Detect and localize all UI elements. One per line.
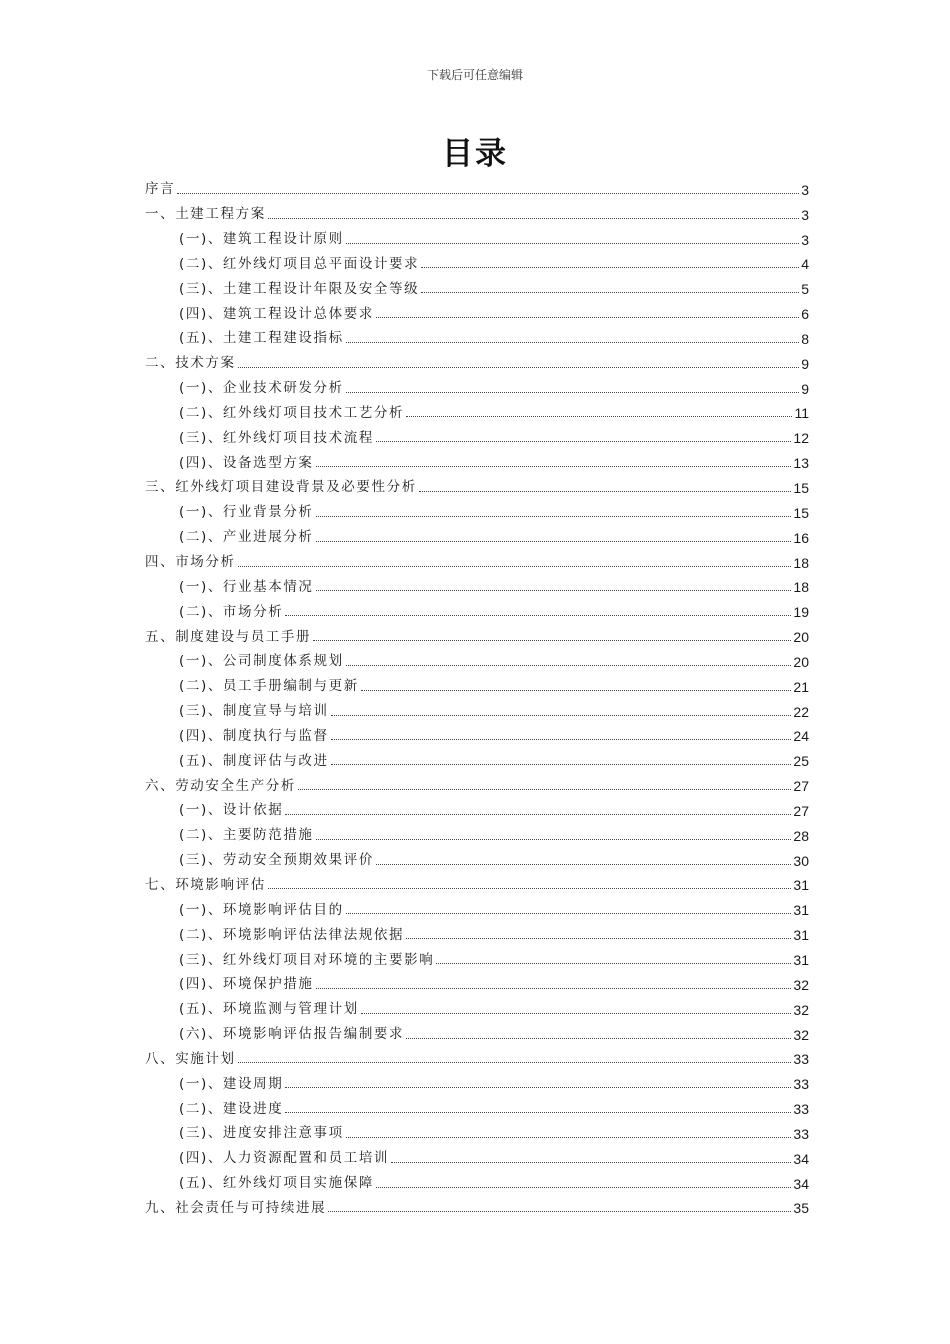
toc-entry-subsection[interactable] bbox=[145, 523, 809, 548]
toc-entry-subsection[interactable] bbox=[145, 895, 809, 920]
dot-leader bbox=[391, 1162, 791, 1163]
dot-leader bbox=[268, 888, 792, 889]
dot-leader bbox=[316, 590, 792, 591]
dot-leader bbox=[331, 764, 792, 765]
toc-entry-section[interactable] bbox=[145, 473, 809, 498]
toc-entry-page-number: 33 bbox=[793, 1101, 809, 1118]
toc-entry-page-number: 27 bbox=[793, 778, 809, 795]
toc-entry-subsection[interactable] bbox=[145, 796, 809, 821]
toc-entry-subsection[interactable] bbox=[145, 995, 809, 1020]
toc-entry-subsection[interactable] bbox=[145, 274, 809, 299]
toc-entry-section[interactable] bbox=[145, 871, 809, 896]
toc-entry-page-number: 24 bbox=[793, 728, 809, 745]
toc-entry-subsection[interactable] bbox=[145, 1169, 809, 1194]
toc-entry-label: (五)、土建工程建设指标 bbox=[179, 330, 344, 347]
dot-leader bbox=[177, 193, 799, 194]
toc-entry-subsection[interactable] bbox=[145, 697, 809, 722]
toc-entry-page-number: 31 bbox=[793, 877, 809, 894]
toc-entry-label: 序言 bbox=[145, 181, 176, 198]
toc-entry-section[interactable] bbox=[145, 1045, 809, 1070]
dot-leader bbox=[316, 466, 792, 467]
toc-entry-label: 九、社会责任与可持续进展 bbox=[145, 1199, 327, 1216]
dot-leader bbox=[346, 665, 792, 666]
table-of-contents bbox=[145, 175, 809, 1218]
toc-entry-subsection[interactable] bbox=[145, 573, 809, 598]
toc-entry-label: (二)、建设进度 bbox=[179, 1100, 284, 1117]
dot-leader bbox=[421, 292, 799, 293]
toc-entry-subsection[interactable] bbox=[145, 225, 809, 250]
toc-entry-label: (一)、行业背景分析 bbox=[179, 504, 314, 521]
toc-entry-label: (三)、红外线灯项目对环境的主要影响 bbox=[179, 951, 435, 968]
toc-entry-page-number: 3 bbox=[801, 206, 809, 223]
toc-entry-section[interactable] bbox=[145, 200, 809, 225]
dot-leader bbox=[376, 1187, 791, 1188]
dot-leader bbox=[421, 267, 799, 268]
toc-entry-label: (六)、环境影响评估报告编制要求 bbox=[179, 1026, 405, 1043]
toc-entry-page-number: 25 bbox=[793, 753, 809, 770]
toc-entry-subsection[interactable] bbox=[145, 846, 809, 871]
toc-entry-page-number: 34 bbox=[793, 1150, 809, 1167]
toc-entry-label: (三)、红外线灯项目技术流程 bbox=[179, 429, 374, 446]
toc-entry-page-number: 35 bbox=[793, 1200, 809, 1217]
toc-entry-subsection[interactable] bbox=[145, 399, 809, 424]
toc-entry-page-number: 28 bbox=[793, 827, 809, 844]
toc-entry-subsection[interactable] bbox=[145, 1144, 809, 1169]
toc-entry-label: (一)、建设周期 bbox=[179, 1075, 284, 1092]
toc-entry-page-number: 9 bbox=[801, 380, 809, 397]
toc-entry-label: (四)、人力资源配置和员工培训 bbox=[179, 1150, 390, 1167]
toc-entry-label: 二、技术方案 bbox=[145, 355, 236, 372]
toc-entry-page-number: 9 bbox=[801, 355, 809, 372]
toc-entry-page-number: 12 bbox=[793, 430, 809, 447]
toc-entry-page-number: 30 bbox=[793, 852, 809, 869]
toc-entry-label: 八、实施计划 bbox=[145, 1050, 236, 1067]
toc-entry-page-number: 15 bbox=[793, 504, 809, 521]
dot-leader bbox=[316, 839, 792, 840]
toc-entry-section[interactable] bbox=[145, 622, 809, 647]
toc-entry-subsection[interactable] bbox=[145, 920, 809, 945]
toc-entry-subsection[interactable] bbox=[145, 970, 809, 995]
dot-leader bbox=[285, 615, 791, 616]
toc-entry-subsection[interactable] bbox=[145, 423, 809, 448]
toc-entry-page-number: 27 bbox=[793, 802, 809, 819]
dot-leader bbox=[331, 715, 792, 716]
toc-entry-label: 七、环境影响评估 bbox=[145, 876, 266, 893]
toc-entry-section[interactable] bbox=[145, 349, 809, 374]
toc-entry-label: (二)、环境影响评估法律法规依据 bbox=[179, 926, 405, 943]
dot-leader bbox=[406, 938, 791, 939]
toc-entry-label: (三)、土建工程设计年限及安全等级 bbox=[179, 280, 420, 297]
page-header: 下载后可任意编辑 bbox=[426, 68, 523, 82]
dot-leader bbox=[285, 1087, 791, 1088]
toc-entry-page-number: 5 bbox=[801, 281, 809, 298]
toc-entry-page-number: 33 bbox=[793, 1051, 809, 1068]
toc-entry-page-number: 4 bbox=[801, 256, 809, 273]
dot-leader bbox=[361, 690, 792, 691]
dot-leader bbox=[285, 1112, 791, 1113]
toc-entry-page-number: 18 bbox=[793, 554, 809, 571]
dot-leader bbox=[238, 566, 792, 567]
dot-leader bbox=[238, 1062, 792, 1063]
dot-leader bbox=[238, 367, 800, 368]
toc-entry-label: 六、劳动安全生产分析 bbox=[145, 777, 296, 794]
toc-entry-subsection[interactable] bbox=[145, 597, 809, 622]
toc-entry-page-number: 34 bbox=[793, 1175, 809, 1192]
toc-entry-section[interactable] bbox=[145, 1194, 809, 1219]
dot-leader bbox=[406, 1038, 791, 1039]
toc-entry-label: 三、红外线灯项目建设背景及必要性分析 bbox=[145, 479, 417, 496]
toc-entry-label: (一)、建筑工程设计原则 bbox=[179, 231, 344, 248]
dot-leader bbox=[328, 1211, 791, 1212]
dot-leader bbox=[316, 516, 792, 517]
toc-entry-page-number: 31 bbox=[793, 902, 809, 919]
toc-entry-subsection[interactable] bbox=[145, 374, 809, 399]
dot-leader bbox=[361, 1013, 792, 1014]
dot-leader bbox=[298, 789, 791, 790]
toc-entry-subsection[interactable] bbox=[145, 1119, 809, 1144]
dot-leader bbox=[376, 864, 791, 865]
toc-entry-label: (三)、劳动安全预期效果评价 bbox=[179, 852, 374, 869]
toc-entry-label: (一)、公司制度体系规划 bbox=[179, 653, 344, 670]
toc-entry-subsection[interactable] bbox=[145, 945, 809, 970]
toc-entry-section[interactable] bbox=[145, 175, 809, 200]
toc-entry-page-number: 31 bbox=[793, 952, 809, 968]
dot-leader bbox=[376, 441, 791, 442]
toc-entry-label: (二)、红外线灯项目技术工艺分析 bbox=[179, 404, 405, 421]
toc-entry-subsection[interactable] bbox=[145, 1069, 809, 1094]
toc-entry-label: (一)、环境影响评估目的 bbox=[179, 901, 344, 918]
toc-entry-page-number: 8 bbox=[801, 330, 809, 347]
toc-entry-label: 五、制度建设与员工手册 bbox=[145, 628, 312, 645]
toc-entry-page-number: 33 bbox=[793, 1076, 809, 1093]
toc-entry-page-number: 6 bbox=[801, 306, 809, 323]
toc-entry-label: (二)、市场分析 bbox=[179, 603, 284, 620]
toc-entry-subsection[interactable] bbox=[145, 250, 809, 275]
toc-entry-page-number: 32 bbox=[793, 976, 809, 993]
dot-leader bbox=[346, 342, 799, 343]
toc-entry-page-number: 20 bbox=[793, 653, 809, 670]
toc-entry-label: (一)、企业技术研发分析 bbox=[179, 380, 344, 397]
dot-leader bbox=[346, 913, 792, 914]
dot-leader bbox=[316, 541, 792, 542]
toc-entry-page-number: 33 bbox=[793, 1125, 809, 1142]
dot-leader bbox=[376, 317, 799, 318]
page-title: 目录 bbox=[442, 136, 508, 172]
toc-entry-label: 一、土建工程方案 bbox=[145, 206, 266, 223]
toc-entry-page-number: 32 bbox=[793, 1001, 809, 1018]
toc-entry-section[interactable] bbox=[145, 771, 809, 796]
toc-entry-subsection[interactable] bbox=[145, 722, 809, 747]
toc-entry-label: (三)、制度宣导与培训 bbox=[179, 703, 329, 720]
toc-entry-subsection[interactable] bbox=[145, 1020, 809, 1045]
dot-leader bbox=[331, 739, 792, 740]
dot-leader bbox=[346, 243, 799, 244]
toc-entry-page-number: 20 bbox=[793, 629, 809, 646]
toc-entry-label: (四)、制度执行与监督 bbox=[179, 727, 329, 744]
toc-entry-subsection[interactable] bbox=[145, 746, 809, 771]
dot-leader bbox=[268, 218, 799, 219]
toc-entry-page-number: 19 bbox=[793, 604, 809, 621]
toc-entry-subsection[interactable] bbox=[145, 647, 809, 672]
toc-entry-section[interactable] bbox=[145, 548, 809, 573]
toc-entry-label: (五)、制度评估与改进 bbox=[179, 752, 329, 769]
toc-entry-label: (二)、红外线灯项目总平面设计要求 bbox=[179, 255, 420, 272]
toc-entry-subsection[interactable] bbox=[145, 324, 809, 349]
toc-entry-page-number: 11 bbox=[794, 405, 809, 422]
toc-entry-label: (四)、设备选型方案 bbox=[179, 454, 314, 471]
dot-leader bbox=[406, 416, 792, 417]
toc-entry-subsection[interactable] bbox=[145, 1094, 809, 1119]
toc-entry-page-number: 3 bbox=[801, 181, 809, 198]
toc-entry-page-number: 3 bbox=[801, 231, 809, 248]
toc-entry-subsection[interactable] bbox=[145, 448, 809, 473]
toc-entry-subsection[interactable] bbox=[145, 672, 809, 697]
dot-leader bbox=[285, 814, 791, 815]
toc-entry-label: (四)、建筑工程设计总体要求 bbox=[179, 305, 374, 322]
dot-leader bbox=[346, 392, 799, 393]
toc-entry-page-number: 22 bbox=[793, 703, 809, 720]
dot-leader bbox=[313, 640, 791, 641]
toc-entry-page-number: 15 bbox=[793, 479, 809, 496]
toc-entry-subsection[interactable] bbox=[145, 498, 809, 523]
dot-leader bbox=[419, 491, 792, 492]
toc-entry-label: (五)、环境监测与管理计划 bbox=[179, 1001, 359, 1018]
toc-entry-label: (一)、行业基本情况 bbox=[179, 578, 314, 595]
toc-entry-subsection[interactable] bbox=[145, 299, 809, 324]
toc-entry-page-number: 13 bbox=[793, 455, 809, 472]
toc-entry-subsection[interactable] bbox=[145, 821, 809, 846]
toc-entry-page-number: 32 bbox=[793, 1026, 809, 1043]
dot-leader bbox=[346, 1137, 792, 1138]
toc-entry-label: (二)、员工手册编制与更新 bbox=[179, 678, 359, 695]
toc-entry-label: 四、市场分析 bbox=[145, 554, 236, 570]
toc-entry-page-number: 18 bbox=[793, 579, 809, 596]
toc-entry-label: (二)、主要防范措施 bbox=[179, 827, 314, 844]
toc-entry-label: (四)、环境保护措施 bbox=[179, 976, 314, 993]
toc-entry-label: (五)、红外线灯项目实施保障 bbox=[179, 1175, 374, 1192]
toc-entry-label: (三)、进度安排注意事项 bbox=[179, 1125, 344, 1142]
dot-leader bbox=[316, 988, 792, 989]
toc-entry-label: (二)、产业进展分析 bbox=[179, 529, 314, 546]
toc-entry-page-number: 21 bbox=[793, 678, 809, 695]
toc-entry-page-number: 16 bbox=[793, 529, 809, 546]
toc-entry-page-number: 31 bbox=[793, 927, 809, 944]
toc-entry-label: (一)、设计依据 bbox=[179, 802, 284, 819]
dot-leader bbox=[436, 963, 791, 964]
